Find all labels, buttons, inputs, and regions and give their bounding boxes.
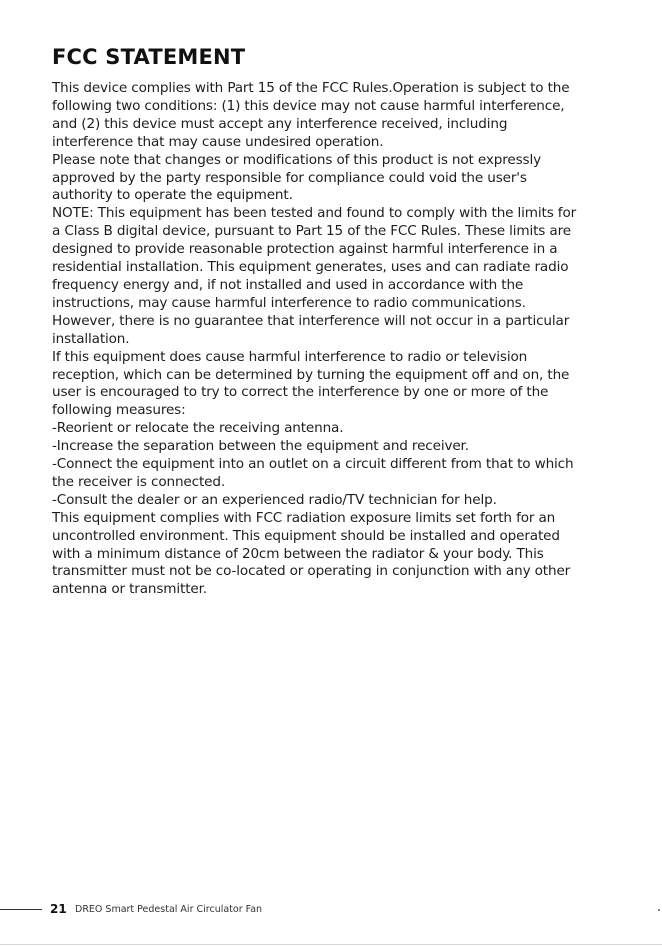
statement-line: -Consult the dealer or an experienced radio/TV technician for help.: [52, 491, 497, 508]
statement-line: with a minimum distance of 20cm between the radiator & your body. This: [52, 545, 544, 562]
edge-mark: [658, 909, 660, 911]
footer-document-title: DREO Smart Pedestal Air Circulator Fan: [75, 904, 263, 915]
statement-line: instructions, may cause harmful interference to radio communications.: [52, 294, 526, 311]
statement-line: transmitter must not be co-located or operating in conjunction with any other: [52, 563, 571, 580]
statement-line: a Class B digital device, pursuant to Part 15 of the FCC Rules. These limits are: [52, 223, 571, 240]
statement-line: the receiver is connected.: [52, 473, 225, 490]
footer-divider: [0, 909, 42, 910]
statement-line: NOTE: This equipment has been tested and found to comply with the limits for: [52, 205, 577, 222]
statement-line: -Increase the separation between the equipment and receiver.: [52, 438, 469, 455]
statement-line: installation.: [52, 330, 130, 347]
statement-line: antenna or transmitter.: [52, 581, 207, 598]
statement-line: following measures:: [52, 402, 186, 419]
statement-line: residential installation. This equipment generates, uses and can radiate radio: [52, 259, 569, 276]
statement-line: designed to provide reasonable protection against harmful interference in a: [52, 241, 558, 258]
statement-line: following two conditions: (1) this device may not cause harmful interference,: [52, 97, 565, 114]
statement-line: frequency energy and, if not installed and used in accordance with the: [52, 276, 524, 293]
section-heading: FCC STATEMENT: [52, 45, 246, 69]
statement-line: authority to operate the equipment.: [52, 187, 293, 204]
bottom-edge-divider: [0, 944, 662, 945]
page-footer: [0, 900, 662, 920]
statement-line: However, there is no guarantee that interference will not occur in a particular: [52, 312, 570, 329]
statement-line: If this equipment does cause harmful interference to radio or television: [52, 348, 528, 365]
statement-line: reception, which can be determined by turning the equipment off and on, the: [52, 366, 570, 383]
statement-line: -Connect the equipment into an outlet on a circuit different from that to which: [52, 456, 574, 473]
statement-line: and (2) this device must accept any interference received, including: [52, 115, 508, 132]
statement-line: uncontrolled environment. This equipment should be installed and operated: [52, 527, 560, 544]
statement-line: This device complies with Part 15 of the FCC Rules.Operation is subject to the: [52, 80, 570, 96]
statement-line: Please note that changes or modifications of this product is not expressly: [52, 151, 541, 168]
statement-line: This equipment complies with FCC radiation exposure limits set forth for an: [52, 509, 556, 526]
statement-line: approved by the party responsible for compliance could void the user's: [52, 169, 527, 186]
statement-line: -Reorient or relocate the receiving antenna.: [52, 420, 344, 437]
fcc-statement-text: [52, 80, 618, 599]
statement-line: user is encouraged to try to correct the interference by one or more of the: [52, 384, 549, 401]
statement-line: interference that may cause undesired operation.: [52, 133, 384, 150]
page-number: 21: [50, 902, 67, 916]
